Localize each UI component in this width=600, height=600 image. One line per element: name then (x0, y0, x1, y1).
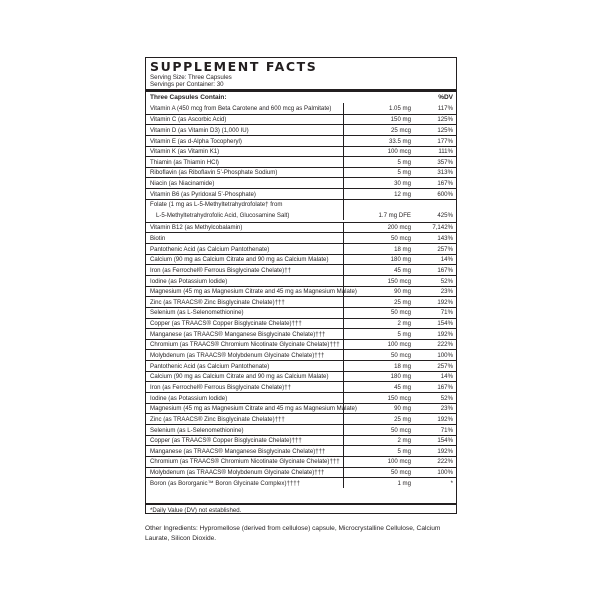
dv-cell (416, 297, 456, 307)
table-row (146, 467, 456, 478)
amount-cell (343, 265, 416, 275)
amount-value: 2 mg (397, 437, 411, 445)
nutrient-name: Copper (as TRAACS® Copper Bisglycinate Chelate)††† (150, 437, 302, 445)
nutrient-name-cell (146, 382, 343, 392)
nutrient-name: Magnesium (45 mg as Magnesium Citrate and 45 mg as Magnesium Malate) (150, 288, 357, 296)
table-row (146, 124, 456, 135)
amount-value: 150 mcg (387, 277, 411, 285)
dv-cell (416, 115, 456, 125)
amount-value: 30 mg (394, 180, 411, 188)
nutrient-name: Vitamin D (as Vitamin D3) (1,000 IU) (150, 126, 249, 134)
nutrient-name: Boron (as Bororganic™ Boron Glycinate Complex)†††† (150, 479, 301, 487)
dv-cell (416, 425, 456, 435)
amount-value: 50 mcg (391, 426, 411, 434)
table-row (146, 254, 456, 265)
dv-value: 100% (437, 469, 453, 477)
nutrient-name: Vitamin A (450 mcg from Beta Carotene and 600 mcg as Palmitate) (150, 104, 332, 112)
nutrient-name-cell (146, 478, 343, 488)
dv-cell (416, 200, 456, 220)
dv-cell (416, 478, 456, 488)
table-row (146, 381, 456, 392)
dv-value: 14% (440, 256, 453, 264)
amount-value: 18 mg (394, 245, 411, 253)
dv-value: 192% (437, 298, 453, 306)
amount-value: 12 mg (394, 190, 411, 198)
amount-cell (343, 478, 416, 488)
nutrient-name: Selenium (as L-Selenomethionine) (150, 426, 244, 434)
amount-value: 25 mcg (391, 126, 411, 134)
amount-cell (343, 244, 416, 254)
nutrient-name-cell (146, 255, 343, 265)
table-row (146, 339, 456, 350)
table-row (146, 445, 456, 456)
nutrient-name-cell (146, 329, 343, 339)
amount-cell (343, 136, 416, 146)
amount-value: 200 mcg (387, 224, 411, 232)
table-row (146, 435, 456, 446)
amount-cell (343, 189, 416, 199)
dv-cell (416, 265, 456, 275)
amount-value: 1 mg (397, 479, 411, 487)
dv-cell (416, 136, 456, 146)
dv-cell (416, 319, 456, 329)
nutrient-name: Pantothenic Acid (as Calcium Pantothenate) (150, 362, 270, 370)
nutrient-name-cell (146, 446, 343, 456)
amount-cell (343, 446, 416, 456)
amount-value: 90 mg (394, 405, 411, 413)
amount-cell (343, 372, 416, 382)
dv-value: 313% (437, 169, 453, 177)
dv-value: 222% (437, 341, 453, 349)
table-row (146, 349, 456, 360)
nutrient-name-cell (146, 319, 343, 329)
amount-cell (343, 340, 416, 350)
dv-value: 52% (440, 277, 453, 285)
dv-cell (416, 168, 456, 178)
nutrient-name-cell (146, 404, 357, 414)
nutrient-name-cell (146, 147, 343, 157)
dv-value: 257% (437, 245, 453, 253)
dv-cell (416, 350, 456, 360)
dv-cell (416, 404, 456, 414)
amount-cell (343, 233, 416, 243)
amount-cell (343, 103, 416, 114)
nutrient-name-cell (146, 393, 343, 403)
table-row (146, 135, 456, 146)
amount-cell (343, 223, 416, 233)
nutrient-name: Chromium (as TRAACS® Chromium Nicotinate Glycinate Chelate)††† (150, 341, 340, 349)
amount-value: 180 mg (390, 256, 411, 264)
amount-cell (343, 308, 416, 318)
amount-cell (343, 404, 416, 414)
dv-cell (416, 189, 456, 199)
dv-value: * (450, 479, 453, 487)
thick-divider-bottom (146, 503, 456, 505)
dv-cell (416, 446, 456, 456)
table-row (146, 328, 456, 339)
amount-value: 18 mg (394, 362, 411, 370)
amount-value: 45 mg (394, 383, 411, 391)
nutrient-name: Copper (as TRAACS® Copper Bisglycinate Chelate)††† (150, 320, 302, 328)
table-row (146, 103, 456, 114)
nutrient-name: Folate (1 mg as L-5-Methyltetrahydrofolate† from (150, 201, 283, 209)
nutrient-name-cell (146, 308, 343, 318)
nutrient-name-cell (146, 125, 343, 135)
dv-cell (416, 361, 456, 371)
amount-cell (343, 276, 416, 286)
dv-cell (416, 436, 456, 446)
nutrient-name: Molybdenum (as TRAACS® Molybdenum Glycinate Chelate)††† (150, 469, 325, 477)
amount-cell (343, 200, 416, 220)
amount-value: 150 mcg (387, 394, 411, 402)
serving-size: Serving Size: Three Capsules (150, 74, 232, 81)
nutrient-name-cell (146, 115, 343, 125)
dv-value: 23% (440, 405, 453, 413)
amount-value: 33.5 mg (388, 137, 411, 145)
amount-value: 5 mg (397, 169, 411, 177)
amount-cell (343, 457, 416, 467)
dv-cell (416, 157, 456, 167)
dv-value: 117% (437, 104, 453, 112)
nutrient-name-cell (146, 372, 343, 382)
amount-cell (343, 125, 416, 135)
dv-value: 177% (437, 137, 453, 145)
nutrient-name: Manganese (as TRAACS® Manganese Bisglycinate Chelate)††† (150, 330, 326, 338)
amount-value: 25 mg (394, 298, 411, 306)
amount-value: 150 mg (390, 116, 411, 124)
dv-cell (416, 244, 456, 254)
nutrient-name-cell (146, 361, 343, 371)
nutrient-name-cell (146, 265, 343, 275)
nutrient-name: Iron (as Ferrochel® Ferrous Bisglycinate Chelate)†† (150, 383, 291, 391)
dv-value: 100% (437, 352, 453, 360)
nutrient-name: Zinc (as TRAACS® Zinc Bisglycinate Chelate)††† (150, 298, 285, 306)
table-row (146, 167, 456, 178)
table-row (146, 199, 456, 222)
thick-divider-top (146, 89, 456, 92)
dv-value: 125% (437, 126, 453, 134)
amount-cell (343, 329, 416, 339)
table-row (146, 275, 456, 286)
dv-value: 222% (437, 458, 453, 466)
daily-value-footnote: *Daily Value (DV) not established. (150, 507, 242, 514)
dv-value: 167% (437, 266, 453, 274)
dv-cell (416, 103, 456, 114)
amount-cell (343, 393, 416, 403)
nutrient-name-cell (146, 468, 343, 478)
amount-cell (343, 157, 416, 167)
amount-value: 90 mg (394, 288, 411, 296)
amount-value: 50 mcg (391, 235, 411, 242)
dv-value: 71% (440, 426, 453, 434)
nutrient-name: Biotin (150, 235, 166, 242)
nutrient-name: Vitamin K (as Vitamin K1) (150, 148, 220, 156)
amount-cell (343, 468, 416, 478)
nutrient-name: Chromium (as TRAACS® Chromium Nicotinate Glycinate Chelate)††† (150, 458, 340, 466)
table-row (146, 424, 456, 435)
table-row (146, 371, 456, 382)
amount-cell (343, 178, 416, 188)
table-row (146, 286, 456, 297)
dv-value: 192% (437, 415, 453, 423)
dv-value: 143% (437, 235, 453, 242)
nutrient-name-cell (146, 340, 343, 350)
amount-cell (343, 255, 416, 265)
amount-cell (343, 287, 416, 297)
dv-value: 192% (437, 447, 453, 455)
dv-cell (416, 393, 456, 403)
table-row (146, 456, 456, 467)
nutrient-name: Vitamin E (as d-Alpha Tocopheryl) (150, 137, 242, 145)
nutrient-name: Niacin (as Niacinamide) (150, 180, 215, 188)
table-row (146, 477, 456, 488)
table-row (146, 264, 456, 275)
table-row (146, 307, 456, 318)
dv-value: 167% (437, 180, 453, 188)
dv-cell (416, 468, 456, 478)
amount-cell (343, 350, 416, 360)
dv-value: 167% (437, 383, 453, 391)
amount-value: 50 mcg (391, 309, 411, 317)
amount-cell (343, 361, 416, 371)
table-row (146, 243, 456, 254)
nutrient-name: Vitamin C (as Ascorbic Acid) (150, 116, 227, 124)
column-header-dv: %DV (438, 94, 453, 101)
nutrient-name-cell (146, 457, 343, 467)
dv-value: 23% (440, 288, 453, 296)
table-row (146, 146, 456, 157)
table-row (146, 360, 456, 371)
amount-value: 100 mcg (387, 148, 411, 156)
nutrient-name-cell (146, 350, 343, 360)
dv-cell (416, 340, 456, 350)
amount-value: 5 mg (397, 158, 411, 166)
nutrient-name-cell (146, 189, 343, 199)
dv-cell (416, 308, 456, 318)
nutrient-name-cell (146, 297, 343, 307)
nutrient-name: Iodine (as Potassium Iodide) (150, 277, 228, 285)
table-row (146, 403, 456, 414)
amount-value: 45 mg (394, 266, 411, 274)
dv-cell (416, 276, 456, 286)
table-row (146, 392, 456, 403)
table-row (146, 114, 456, 125)
table-row (146, 188, 456, 199)
table-row (146, 318, 456, 329)
dv-value: 357% (437, 158, 453, 166)
amount-cell (343, 414, 416, 424)
nutrient-name-cell (146, 233, 343, 243)
amount-cell (343, 425, 416, 435)
dv-value: 52% (440, 394, 453, 402)
dv-value: 14% (440, 373, 453, 381)
amount-value: 100 mcg (387, 341, 411, 349)
nutrient-name: Calcium (90 mg as Calcium Citrate and 90 mg as Calcium Malate) (150, 373, 329, 381)
nutrient-name: Magnesium (45 mg as Magnesium Citrate and 45 mg as Magnesium Malate) (150, 405, 357, 413)
nutrient-name: Iron (as Ferrochel® Ferrous Bisglycinate Chelate)†† (150, 266, 291, 274)
amount-cell (343, 147, 416, 157)
nutrient-name-cell (146, 414, 343, 424)
dv-value: 600% (437, 190, 453, 198)
dv-cell (416, 223, 456, 233)
nutrient-name-cell (146, 168, 343, 178)
nutrient-name: Iodine (as Potassium Iodide) (150, 394, 228, 402)
amount-value: 2 mg (397, 320, 411, 328)
dv-cell (416, 329, 456, 339)
nutrient-name-cell (146, 425, 343, 435)
nutrient-name: Vitamin B6 (as Pyridoxal 5’-Phosphate) (150, 190, 256, 198)
servings-per-container: Servings per Container: 30 (150, 81, 224, 88)
supplement-facts-panel (145, 57, 457, 514)
nutrient-name-cell (146, 200, 343, 220)
amount-cell (343, 319, 416, 329)
dv-value: 425% (437, 212, 453, 220)
dv-cell (416, 255, 456, 265)
panel-title: SUPPLEMENT FACTS (150, 59, 318, 74)
amount-value: 180 mg (390, 373, 411, 381)
amount-value: 50 mcg (391, 469, 411, 477)
amount-cell (343, 297, 416, 307)
dv-cell (416, 178, 456, 188)
nutrient-name: Calcium (90 mg as Calcium Citrate and 90 mg as Calcium Malate) (150, 256, 329, 264)
nutrient-name: Riboflavin (as Riboflavin 5’-Phosphate Sodium) (150, 169, 278, 177)
amount-cell (343, 382, 416, 392)
nutrient-name-cell (146, 157, 343, 167)
dv-value: 154% (437, 437, 453, 445)
nutrient-name-cell (146, 287, 357, 297)
nutrient-name-cell (146, 103, 343, 114)
amount-value: 25 mg (394, 415, 411, 423)
amount-value: 1.05 mg (388, 104, 411, 112)
nutrient-name-cell (146, 436, 343, 446)
amount-value: 50 mcg (391, 352, 411, 360)
table-row (146, 156, 456, 167)
dv-cell (416, 147, 456, 157)
nutrient-name-cell (146, 244, 343, 254)
table-row (146, 413, 456, 424)
nutrient-name-cell (146, 223, 343, 233)
nutrient-name: Selenium (as L-Selenomethionine) (150, 309, 244, 317)
dv-value: 125% (437, 116, 453, 124)
amount-value: 1.7 mg DFE (378, 212, 411, 220)
table-row (146, 232, 456, 243)
dv-cell (416, 372, 456, 382)
amount-cell (343, 115, 416, 125)
amount-cell (343, 168, 416, 178)
nutrient-name: Pantothenic Acid (as Calcium Pantothenate) (150, 245, 270, 253)
amount-cell (343, 436, 416, 446)
table-row (146, 296, 456, 307)
dv-value: 154% (437, 320, 453, 328)
nutrient-name: Thiamin (as Thiamin HCl) (150, 158, 219, 166)
nutrient-name-cell (146, 136, 343, 146)
table-row (146, 177, 456, 188)
nutrient-name-line2: L-5-Methyltetrahydrofolic Acid, Glucosamine Salt) (156, 212, 290, 220)
dv-cell (416, 457, 456, 467)
nutrient-name: Molybdenum (as TRAACS® Molybdenum Glycinate Chelate)††† (150, 352, 325, 360)
nutrient-table (146, 103, 456, 488)
dv-cell (416, 125, 456, 135)
amount-value: 100 mcg (387, 458, 411, 466)
dv-cell (416, 382, 456, 392)
dv-value: 111% (438, 148, 453, 156)
dv-value: 257% (437, 362, 453, 370)
nutrient-name: Vitamin B12 (as Methylcobalamin) (150, 224, 243, 232)
nutrient-name-cell (146, 178, 343, 188)
amount-value: 5 mg (397, 330, 411, 338)
amount-value: 5 mg (397, 447, 411, 455)
dv-value: 192% (437, 330, 453, 338)
nutrient-name: Zinc (as TRAACS® Zinc Bisglycinate Chelate)††† (150, 415, 285, 423)
dv-cell (416, 233, 456, 243)
dv-cell (416, 287, 456, 297)
other-ingredients: Other Ingredients: Hypromellose (derived from cellulose) capsule, Microcrystalline Cellulose, Calcium Laurate, Silicon Dioxide. (145, 525, 441, 542)
dv-value: 71% (440, 309, 453, 317)
nutrient-name-cell (146, 276, 343, 286)
dv-value: 7,142% (432, 224, 453, 232)
table-row (146, 222, 456, 233)
column-header-amount: Three Capsules Contain: (150, 94, 227, 101)
dv-cell (416, 414, 456, 424)
nutrient-name: Manganese (as TRAACS® Manganese Bisglycinate Chelate)††† (150, 447, 326, 455)
